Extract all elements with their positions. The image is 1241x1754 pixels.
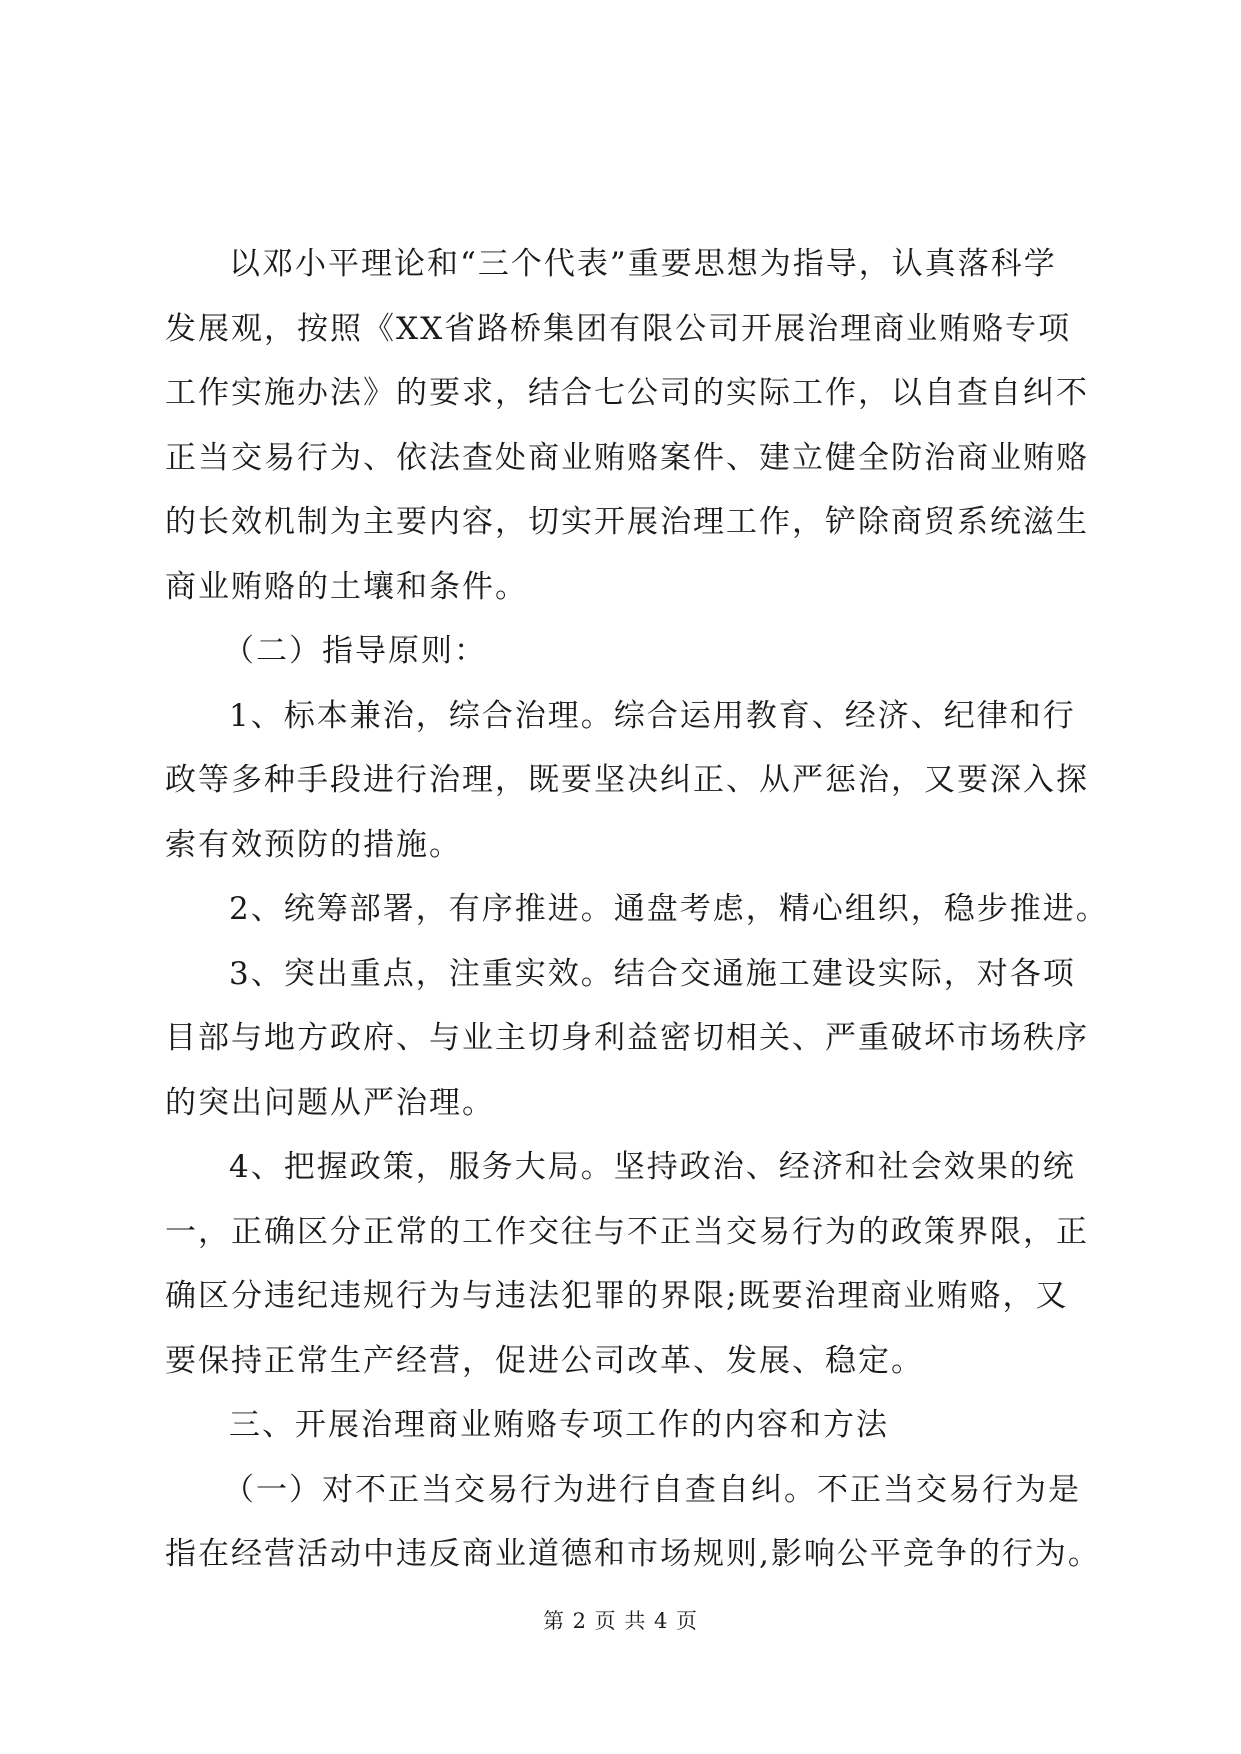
paragraph-line: 正当交易行为、依法查处商业贿赂案件、建立健全防治商业贿赂: [165, 439, 1089, 476]
paragraph-line: 的突出问题从严治理。: [165, 1084, 495, 1121]
paragraph-line: 的长效机制为主要内容，切实开展治理工作，铲除商贸系统滋生: [165, 504, 1089, 540]
paragraph-line: 政等多种手段进行治理，既要坚决纠正、从严惩治，又要深入探: [165, 762, 1089, 798]
section-heading: 三、开展治理商业贿赂专项工作的内容和方法: [229, 1407, 889, 1443]
paragraph-line: 3、突出重点，注重实效。结合交通施工建设实际，对各项: [229, 955, 1076, 992]
paragraph-line: 要保持正常生产经营，促进公司改革、发展、稳定。: [165, 1342, 924, 1379]
paragraph-line: 发展观，按照《XX省路桥集团有限公司开展治理商业贿赂专项: [165, 310, 1072, 347]
paragraph-line: 以邓小平理论和“三个代表”重要思想为指导，认真落科学: [229, 246, 1057, 282]
paragraph-line: 商业贿赂的土壤和条件。: [165, 568, 528, 605]
paragraph-line: 2、统筹部署，有序推进。通盘考虑，精心组织，稳步推进。: [229, 891, 1109, 927]
paragraph-line: 指在经营活动中违反商业道德和市场规则,影响公平竞争的行为。: [165, 1536, 1101, 1572]
paragraph-line: （一）对不正当交易行为进行自查自纠。不正当交易行为是: [223, 1471, 1081, 1508]
section-heading: （二）指导原则：: [223, 633, 487, 669]
paragraph-line: 目部与地方政府、与业主切身利益密切相关、严重破坏市场秩序: [165, 1020, 1089, 1056]
page-number-footer: 第 2 页 共 4 页: [542, 1609, 699, 1633]
paragraph-line: 4、把握政策，服务大局。坚持政治、经济和社会效果的统: [229, 1149, 1076, 1185]
paragraph-line: 索有效预防的措施。: [165, 826, 462, 863]
paragraph-line: 工作实施办法》的要求，结合七公司的实际工作，以自查自纠不: [165, 375, 1089, 411]
paragraph-line: 一，正确区分正常的工作交往与不正当交易行为的政策界限，正: [165, 1213, 1089, 1250]
paragraph-line: 确区分违纪违规行为与违法犯罪的界限;既要治理商业贿赂，又: [165, 1278, 1069, 1314]
document-body: [165, 232, 1109, 1587]
paragraph-line: 1、标本兼治，综合治理。综合运用教育、经济、纪律和行: [229, 697, 1076, 734]
